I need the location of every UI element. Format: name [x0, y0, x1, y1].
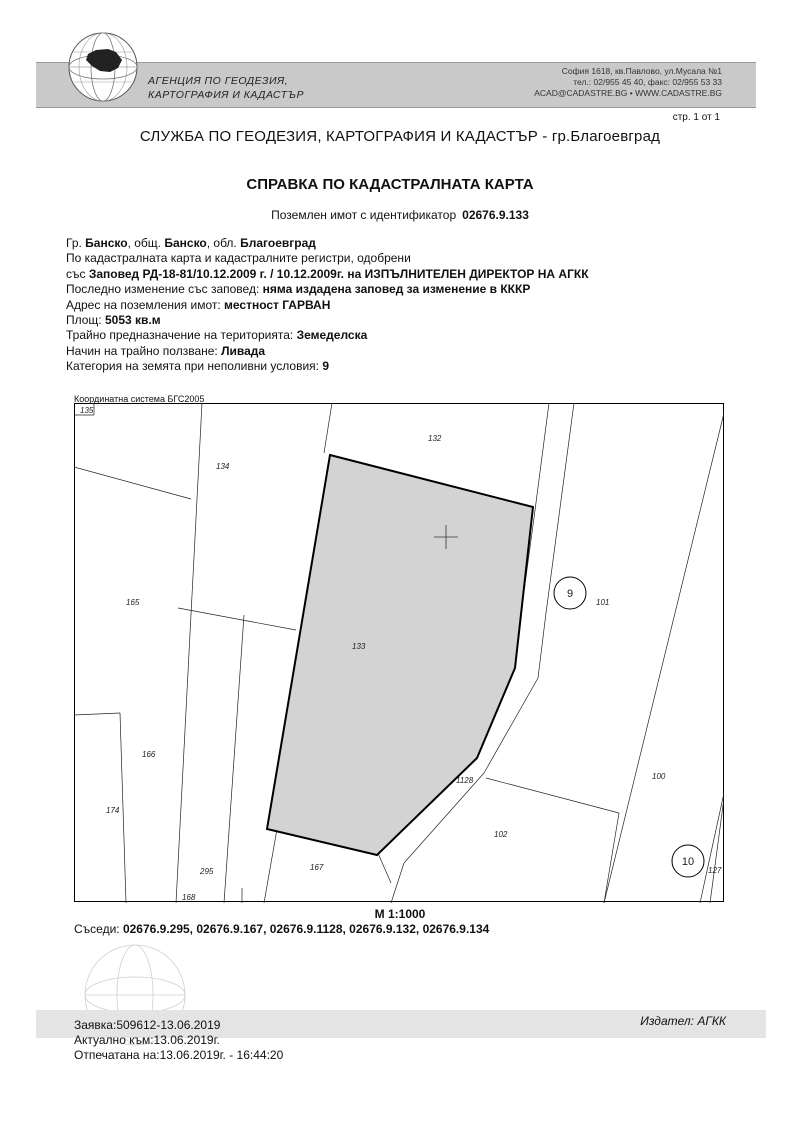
region: Благоевград: [240, 236, 316, 250]
property-details: [66, 236, 589, 375]
usage-label: Начин на трайно ползване:: [66, 343, 222, 358]
map-scale: М 1:1000: [374, 907, 426, 921]
parcel-label: 167: [310, 863, 324, 872]
order-value: Заповед РД-18-81/10.12.2009 г. / 10.12.2009г. на ИЗПЪЛНИТЕЛЕН ДИРЕКТОР НА АГКК: [88, 266, 589, 281]
cadastral-map: [74, 403, 724, 903]
parcel-label: 168: [182, 893, 196, 902]
approved-line: По кадастралната карта и кадастралните регистри, одобрени: [66, 251, 411, 266]
region-prefix: , обл.: [206, 236, 241, 250]
contact-web: ACAD@CADASTRE.BG • WWW.CADASTRE.BG: [534, 88, 722, 98]
category-line: [66, 359, 589, 374]
identifier-value: 02676.9.133: [462, 208, 529, 222]
request-info: Заявка:509612-13.06.2019: [74, 1018, 221, 1032]
parcel-label: 166: [142, 750, 156, 759]
usage-value: Ливада: [221, 343, 266, 358]
neighbors-label: Съседи:: [74, 922, 123, 936]
coordinate-system: Координатна система БГС2005: [74, 394, 205, 404]
town: Банско: [85, 236, 128, 250]
category-label: Категория на земята при неполивни условия:: [66, 359, 323, 374]
address-line: [66, 298, 589, 313]
parcel-label: 101: [596, 598, 610, 607]
parcel-label: 1128: [456, 776, 474, 785]
contact-phone: тел.: 02/955 45 40, факс: 02/955 53 33: [573, 77, 722, 87]
purpose-line: [66, 328, 589, 343]
neighbors-line: [74, 922, 489, 936]
last-change-line: [66, 282, 589, 297]
contact-address: София 1618, кв.Павлово, ул.Мусала №1: [561, 66, 722, 76]
last-change-label: Последно изменение със заповед:: [66, 282, 263, 297]
parcel-label: 133: [352, 642, 366, 651]
parcel-label: 174: [106, 806, 120, 815]
category-value: 9: [322, 359, 329, 374]
municipality: Банско: [164, 236, 207, 250]
agency-contacts: [534, 66, 722, 99]
publisher: Издател: АГКК: [640, 1014, 726, 1028]
parcel-label: 134: [216, 462, 230, 471]
service-title: СЛУЖБА ПО ГЕОДЕЗИЯ, КАРТОГРАФИЯ И КАДАСТЪР - гр.Благоевград: [139, 128, 661, 145]
parcel-label: 127: [708, 866, 722, 875]
parcel-label: 102: [494, 830, 508, 839]
footer-meta: [74, 1018, 283, 1063]
zone-marker-label: 9: [566, 588, 574, 600]
identifier-label: Поземлен имот с идентификатор: [271, 208, 457, 222]
address-value: местност ГАРВАН: [224, 297, 331, 312]
parcel-label: 100: [652, 772, 666, 781]
usage-line: [66, 344, 589, 359]
parcel-label: 165: [126, 598, 140, 607]
agency-name-line2: КАРТОГРАФИЯ И КАДАСТЪР: [148, 89, 304, 101]
area-label: Площ:: [66, 313, 105, 328]
document-title: СПРАВКА ПО КАДАСТРАЛНАТА КАРТА: [246, 176, 534, 193]
parcel-label: 132: [428, 434, 442, 443]
printed-on: Отпечатана на:13.06.2019г. - 16:44:20: [74, 1048, 284, 1062]
address-label: Адрес на поземления имот:: [66, 297, 225, 312]
last-change-value: няма издадена заповед за изменение в КККР: [262, 282, 531, 297]
agency-logo: [66, 30, 140, 104]
current-as-of: Актуално към:13.06.2019г.: [74, 1033, 220, 1047]
agency-name-line1: АГЕНЦИЯ ПО ГЕОДЕЗИЯ,: [148, 75, 289, 87]
area-line: [66, 313, 589, 328]
location-prefix: Гр.: [66, 236, 86, 250]
location-line: [66, 236, 589, 251]
identifier-line: [0, 208, 800, 222]
area-value: 5053 кв.м: [104, 313, 161, 328]
municipality-prefix: , общ.: [127, 236, 165, 250]
agency-name: [148, 74, 304, 102]
purpose-label: Трайно предназначение на територията:: [66, 328, 297, 343]
zone-marker-label: 10: [681, 856, 695, 868]
purpose-value: Земеделска: [296, 328, 368, 343]
parcel-label: 295: [200, 867, 214, 876]
order-line: [66, 267, 589, 282]
parcel-label: 135: [80, 406, 94, 415]
page-number: стр. 1 от 1: [672, 112, 720, 123]
order-prefix: със: [66, 266, 89, 281]
neighbors-value: 02676.9.295, 02676.9.167, 02676.9.1128, 02676.9.132, 02676.9.134: [122, 922, 490, 936]
